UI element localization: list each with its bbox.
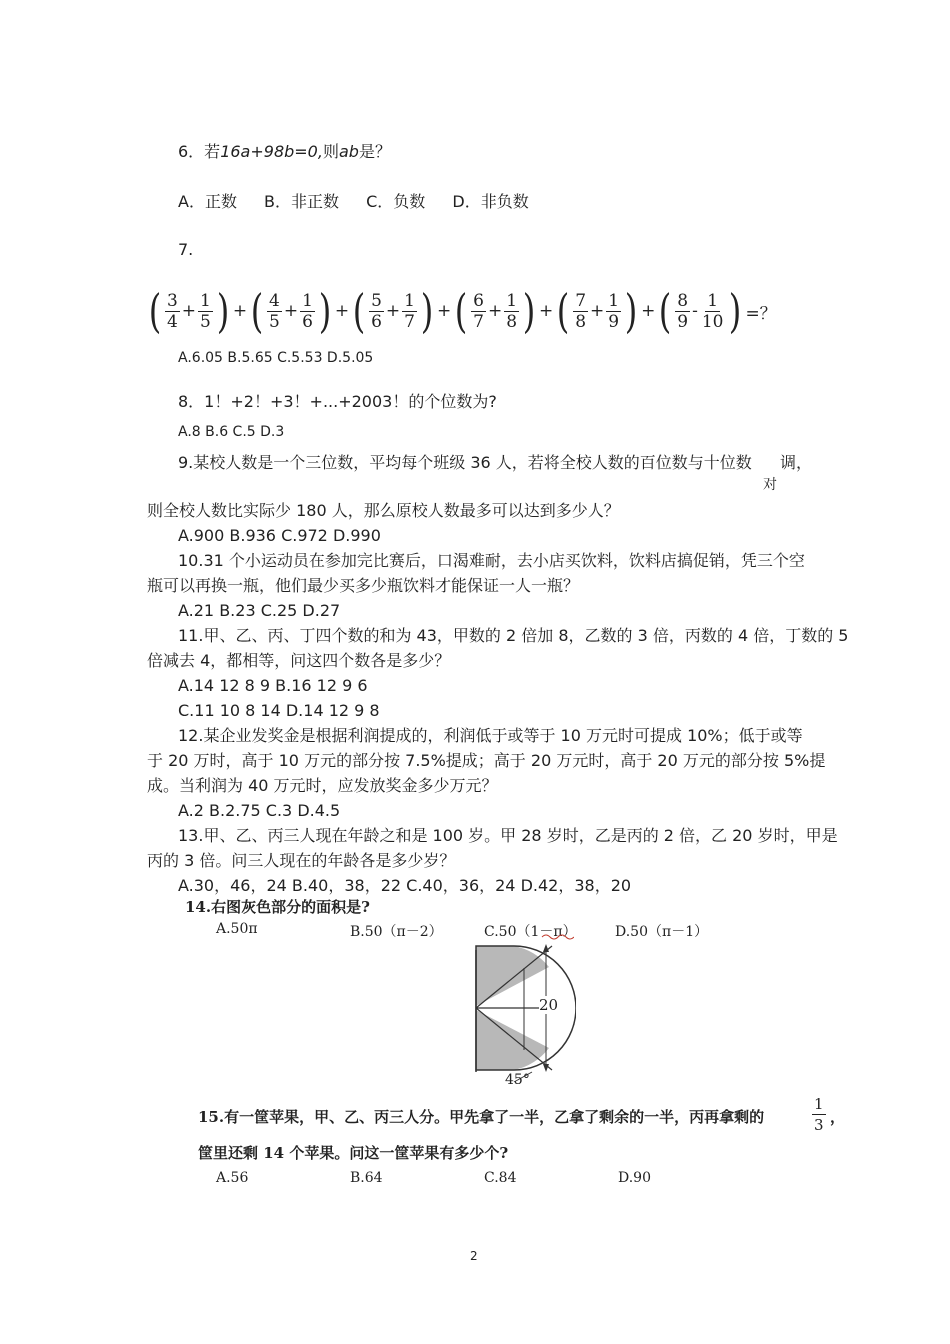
q14-dimension-label: 20 (539, 996, 559, 1014)
q9-line2: 则全校人数比实际少 180 人，那么原校人数最多可以达到多少人？ (147, 501, 620, 520)
q15-option-b: B.64 (350, 1170, 383, 1186)
fraction: $\frac{1}{5}$ (200, 290, 211, 332)
q12-line3: 成。当利润为 40 万元时，应发放奖金多少万元？ (147, 776, 498, 795)
q15-option-c: C.84 (484, 1170, 517, 1186)
q10-options: A.21 B.23 C.25 D.27 (178, 601, 341, 620)
fraction: $\frac{1}{10}$ (701, 290, 724, 332)
q14-option-a: A.50π (216, 921, 258, 937)
q11-line2: 倍减去 4，都相等，问这四个数各是多少？ (147, 651, 451, 670)
q13-options: A.30，46，24 B.40，38，22 C.40，36，24 D.42，38，20 (178, 876, 632, 895)
fraction: $\frac{4}{5}$ (269, 290, 280, 332)
q6-stem: 6．若16a+98b=0,则ab是？ (178, 142, 391, 161)
q6-option-d: D．非负数 (452, 192, 529, 211)
fraction: $\frac{1}{7}$ (404, 290, 415, 332)
q7-term: ( $\frac{3}{4}$ + $\frac{1}{5}$ ) (148, 284, 230, 338)
q7-term: ( $\frac{6}{7}$ + $\frac{1}{8}$ ) (454, 284, 536, 338)
q7-term: ( $\frac{8}{9}$ - $\frac{1}{10}$ ) (659, 284, 742, 338)
fraction: $\frac{5}{6}$ (371, 290, 382, 332)
q8-options: A.8 B.6 C.5 D.3 (178, 424, 285, 440)
q6-option-a: A．正数 (178, 192, 237, 211)
fraction: $\frac{8}{9}$ (677, 290, 689, 332)
page-number: 2 (470, 1249, 478, 1263)
q8-stem: 8．1！+2！+3！+...+2003！的个位数为? (178, 392, 497, 411)
fraction: $\frac{7}{8}$ (575, 290, 587, 332)
fraction: $\frac{1}{9}$ (608, 290, 620, 332)
q10-line1: 10.31 个小运动员在参加完比赛后，口渴难耐，去小店买饮料，饮料店搞促销，凭三个空 (178, 551, 805, 570)
q7-number: 7. (178, 240, 194, 259)
q11-line1: 11.甲、乙、丙、丁四个数的和为 43，甲数的 2 倍加 8，乙数的 3 倍，丙数的 4 倍，丁数的 5 (178, 626, 849, 645)
fraction: $\frac{6}{7}$ (473, 290, 484, 332)
q10-line2: 瓶可以再换一瓶，他们最少买多少瓶饮料才能保证一人一瓶？ (147, 576, 580, 595)
q6-option-c: C．负数 (366, 192, 426, 211)
q15-option-a: A.56 (216, 1170, 249, 1186)
q12-line2: 于 20 万时，高于 10 万元的部分按 7.5%提成；高于 20 万元时，高于 20 万元的部分按 5%提 (147, 751, 826, 770)
fraction: $\frac{1}{6}$ (302, 290, 313, 332)
q7-options: A.6.05 B.5.65 C.5.53 D.5.05 (178, 350, 374, 366)
q9-options: A.900 B.936 C.972 D.990 (178, 526, 381, 545)
q6-options (178, 189, 529, 212)
q14-figure (466, 940, 576, 1090)
q14-angle-label: 45° (505, 1072, 530, 1088)
q7-term: ( $\frac{7}{8}$ + $\frac{1}{9}$ ) (556, 284, 638, 338)
fraction: $\frac{3}{4}$ (166, 290, 178, 332)
q12-line1: 12.某企业发奖金是根据利润提成的，利润低于或等于 10 万元时可提成 10%；低于或等 (178, 726, 803, 745)
fraction: $\frac{1}{8}$ (506, 290, 518, 332)
q7-expression: ( $\frac{3}{4}$ + $\frac{1}{5}$ ) + ( $\frac{4}{5}$ + $\frac{1}{6}$ ) + ( $\frac{5}{6}$ + $\frac{1}{7}$ ) + ( $\frac{6}{7}$ + $\frac{1}{8}$ ) + ( $\frac{7}{8}$ + $\frac{1}{9}$ ) + ( $\frac{8}{9}$ - $\frac{1}{10}$ ) =？ (146, 286, 778, 336)
q12-options: A.2 B.2.75 C.3 D.4.5 (178, 801, 341, 820)
q11-options2: C.11 10 8 14 D.14 12 9 8 (178, 701, 380, 720)
q7-term: ( $\frac{4}{5}$ + $\frac{1}{6}$ ) (250, 284, 332, 338)
q13-line1: 13.甲、乙、丙三人现在年龄之和是 100 岁。甲 28 岁时，乙是丙的 2 倍，乙 20 岁时，甲是 (178, 826, 838, 845)
q14-stem: 14.右图灰色部分的面积是? (185, 898, 370, 916)
q15-line1: 15.有一筐苹果，甲、乙、丙三人分。甲先拿了一半，乙拿了剩余的一半，丙再拿剩的 (198, 1108, 765, 1126)
q14-option-d: D.50（π－1） (615, 924, 709, 940)
q7-equals: =？ (745, 303, 777, 324)
q15-line2: 筐里还剩 14 个苹果。问这一筐苹果有多少个? (198, 1144, 509, 1162)
q9-line1: 9.某校人数是一个三位数，平均每个班级 36 人，若将全校人数的百位数与十位数 (178, 453, 752, 472)
q11-options1: A.14 12 8 9 B.16 12 9 6 (178, 676, 368, 695)
q7-term: ( $\frac{5}{6}$ + $\frac{1}{7}$ ) (352, 284, 434, 338)
q15-option-d: D.90 (618, 1170, 651, 1186)
q13-line2: 丙的 3 倍。问三人现在的年龄各是多少岁？ (147, 851, 456, 870)
q9-tail1: 调， (780, 453, 813, 472)
q14-option-c: C.50（1－π） (484, 924, 577, 940)
q6-option-b: B．非正数 (264, 192, 340, 211)
q9-tail2: 对 (763, 477, 777, 493)
q15-frac-tail: ， (830, 1108, 846, 1126)
q14-option-b: B.50（π－2） (350, 924, 443, 940)
q15-fraction: 1 3 (814, 1095, 824, 1134)
